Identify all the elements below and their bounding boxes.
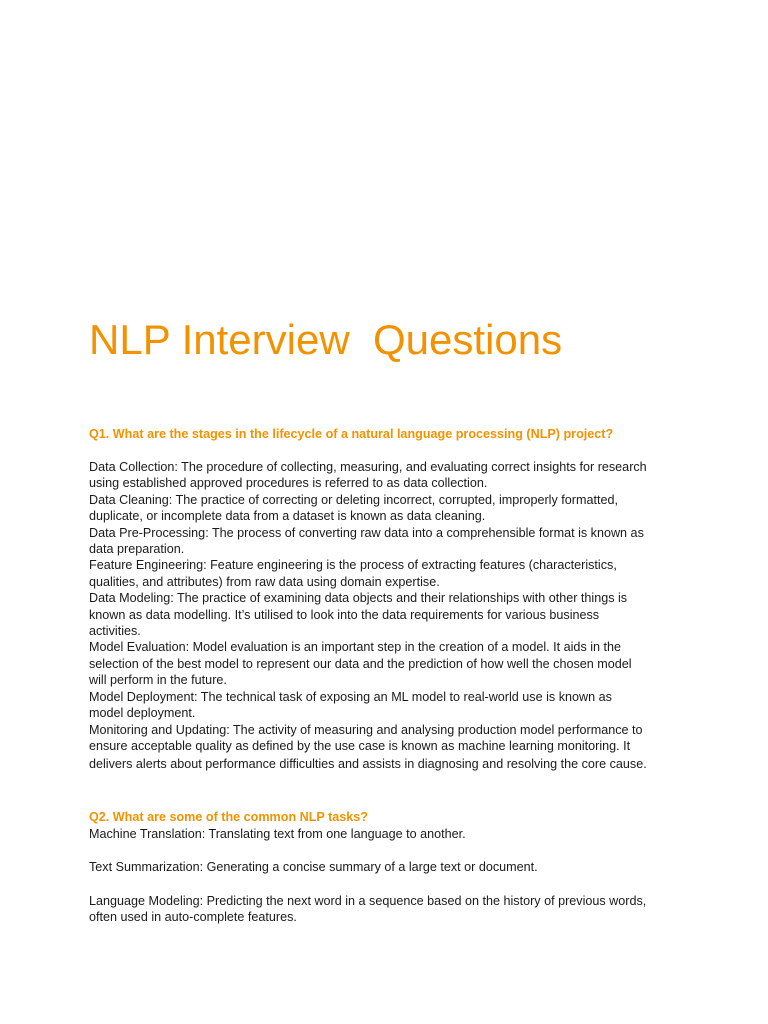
answer-line: Data Pre-Processing: The process of converting raw data into a comprehensible format is known as <box>89 525 644 540</box>
task-paragraph-language-modeling <box>89 893 685 926</box>
answer-line: Monitoring and Updating: The activity of measuring and analysing production model performance to <box>89 722 643 737</box>
question-2-heading: Q2. What are some of the common NLP tasks? <box>89 810 368 824</box>
answer-line: ensure acceptable quality as defined by the use case is known as machine learning monitoring. It <box>89 738 631 753</box>
task-line: often used in auto-complete features. <box>89 910 297 925</box>
task-line: Text Summarization: Generating a concise summary of a large text or document. <box>89 860 538 875</box>
answer-line: will perform in the future. <box>89 673 227 688</box>
answer-line: data preparation. <box>89 542 185 557</box>
page-title: NLP Interview Questions <box>89 316 563 363</box>
answer-line: using established approved procedures is referred to as data collection. <box>89 476 488 491</box>
answer-line: Feature Engineering: Feature engineering is the process of extracting features (characteristics, <box>89 558 617 573</box>
task-paragraph-text-summarization <box>89 859 685 875</box>
answer-line: known as data modelling. It’s utilised to look into the data requirements for various business <box>89 607 600 622</box>
answer-line: selection of the best model to represent our data and the prediction of how well the chosen model <box>89 656 632 671</box>
answer-line: activities. <box>89 624 141 639</box>
question-1-heading: Q1. What are the stages in the lifecycle of a natural language processing (NLP) project? <box>89 427 614 441</box>
task-line: Language Modeling: Predicting the next word in a sequence based on the history of previous words, <box>89 893 647 908</box>
answer-line: Data Modeling: The practice of examining data objects and their relationships with other things is <box>89 591 628 606</box>
question-2-answer <box>89 826 685 943</box>
answer-line: delivers alerts about performance difficulties and assists in diagnosing and resolving the core cause. <box>89 757 647 772</box>
answer-line: duplicate, or incomplete data from a dataset is known as data cleaning. <box>89 509 486 524</box>
answer-line: Model Evaluation: Model evaluation is an important step in the creation of a model. It aids in the <box>89 640 622 655</box>
task-line: Machine Translation: Translating text from one language to another. <box>89 827 466 841</box>
question-1-answer <box>89 459 685 773</box>
answer-line: qualities, and attributes) from raw data using domain expertise. <box>89 574 440 589</box>
answer-line: model deployment. <box>89 706 196 721</box>
task-paragraph-machine-translation <box>89 826 685 842</box>
answer-line: Model Deployment: The technical task of exposing an ML model to real-world use is known as <box>89 689 612 704</box>
answer-line: Data Cleaning: The practice of correcting or deleting incorrect, corrupted, improperly formatted, <box>89 492 618 507</box>
answer-line: Data Collection: The procedure of collecting, measuring, and evaluating correct insights for research <box>89 460 647 474</box>
